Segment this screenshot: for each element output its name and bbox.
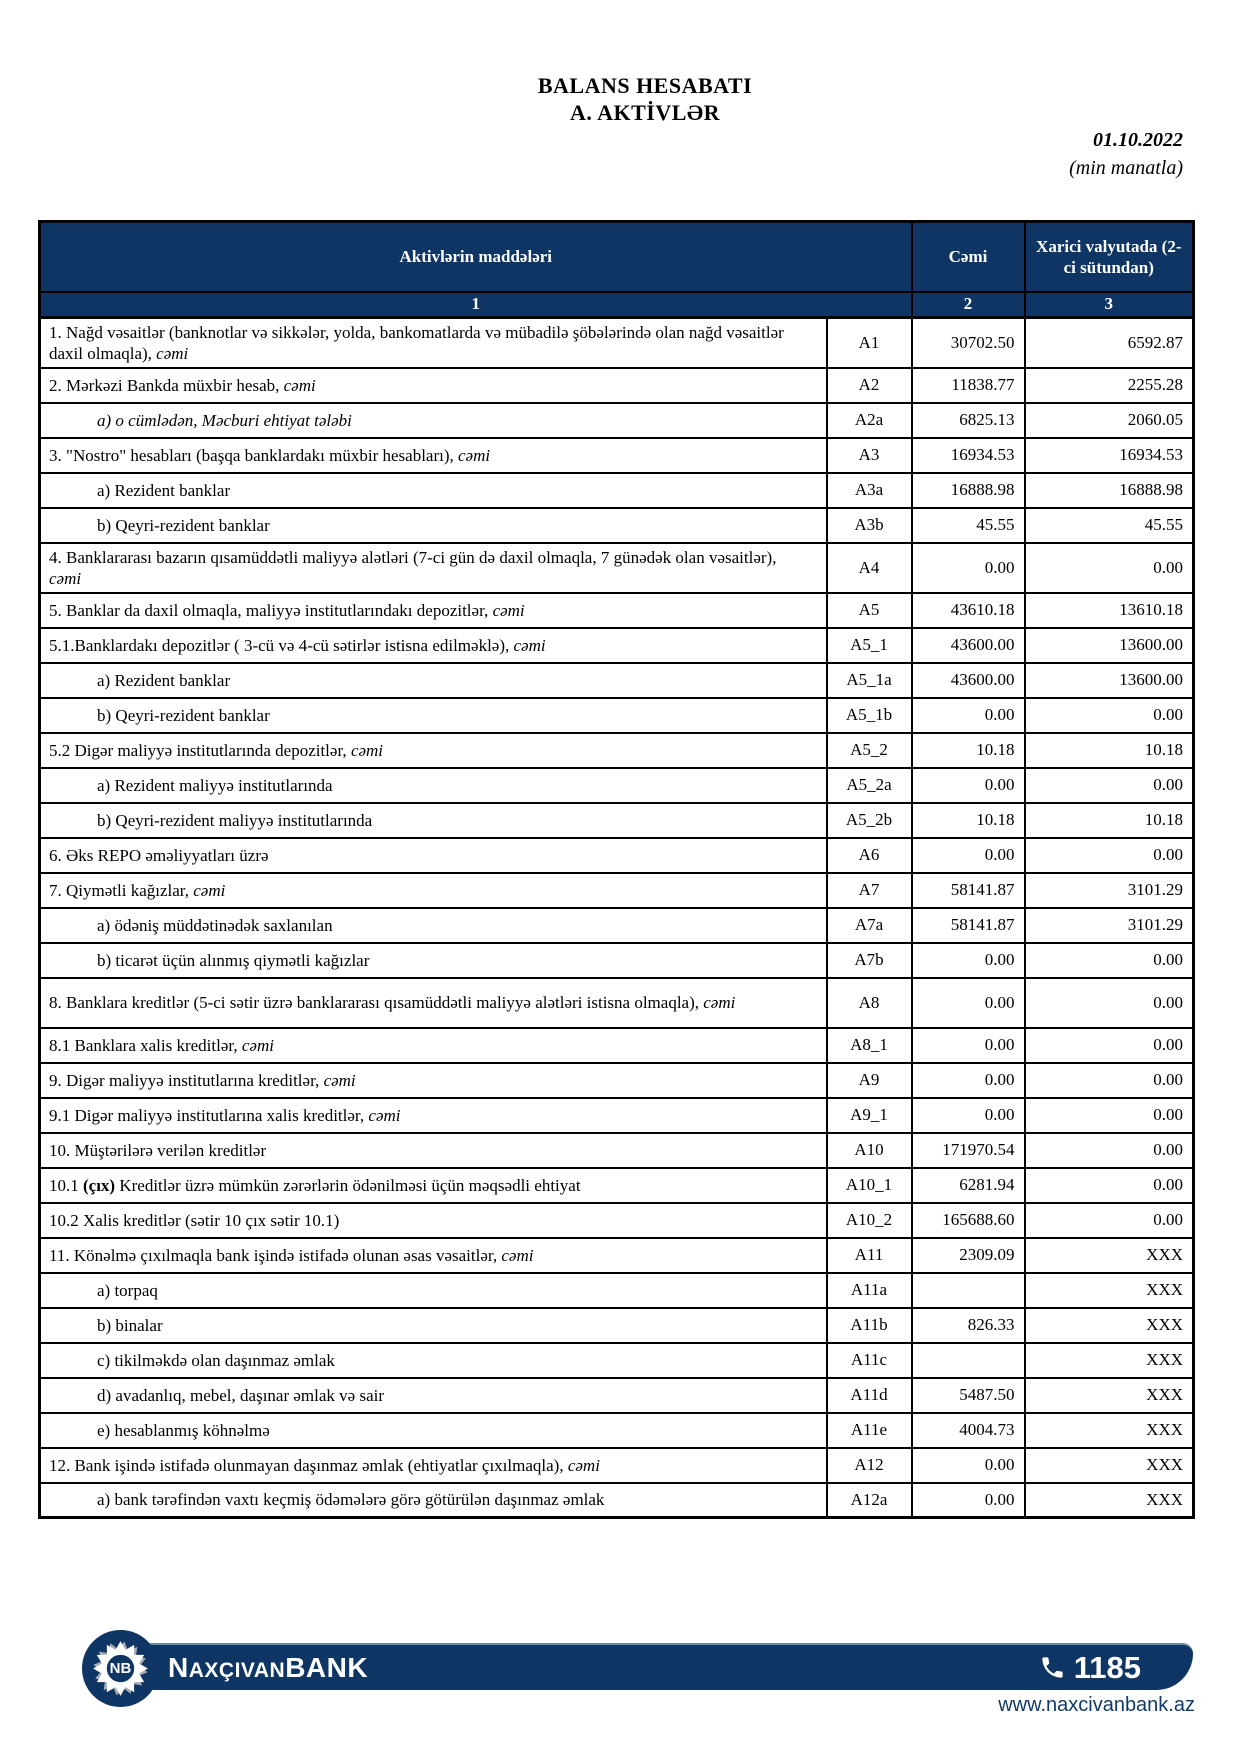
item-label-segment: a) Rezident banklar: [97, 480, 231, 500]
item-label-segment: cəmi: [703, 993, 736, 1012]
total-value: 6825.13: [912, 403, 1025, 438]
item-label: [40, 663, 827, 698]
item-code: A5_1: [827, 628, 912, 663]
item-label-segment: cəmi: [368, 1105, 401, 1125]
foreign-currency-value: 16888.98: [1025, 473, 1194, 508]
item-label: [40, 403, 827, 438]
item-label-segment: Kreditlər üzrə mümkün zərərlərin ödənilməsi üçün məqsədli ehtiyat: [115, 1175, 581, 1195]
item-label: [40, 508, 827, 543]
assets-table-body: [40, 318, 1194, 1518]
item-code: A9_1: [827, 1098, 912, 1133]
total-value: 171970.54: [912, 1133, 1025, 1168]
item-label-segment: b) ticarət üçün alınmış qiymətli kağızlar: [97, 950, 370, 970]
total-value: 58141.87: [912, 873, 1025, 908]
foreign-currency-value: 0.00: [1025, 768, 1194, 803]
item-label-segment: 11. Könəlmə çıxılmaqla bank işində istifadə olunan əsas vəsaitlər,: [49, 1245, 502, 1265]
item-label: [40, 698, 827, 733]
table-row: [40, 1378, 1194, 1413]
item-label: [40, 873, 827, 908]
table-row: [40, 1413, 1194, 1448]
item-code: A6: [827, 838, 912, 873]
bank-name-initial: N: [168, 1651, 189, 1683]
item-label: [40, 1378, 827, 1413]
item-label-segment: 5.2 Digər maliyyə institutlarında depozitlər,: [49, 740, 351, 760]
total-value: 4004.73: [912, 1413, 1025, 1448]
foreign-currency-value: 2060.05: [1025, 403, 1194, 438]
total-value: 11838.77: [912, 368, 1025, 403]
table-row: [40, 1308, 1194, 1343]
table-row: [40, 318, 1194, 368]
item-code: A5_1b: [827, 698, 912, 733]
total-value: 0.00: [912, 978, 1025, 1028]
total-value: 6281.94: [912, 1168, 1025, 1203]
item-code: A7: [827, 873, 912, 908]
foreign-currency-value: 3101.29: [1025, 908, 1194, 943]
item-code: A7a: [827, 908, 912, 943]
item-label-segment: 10.2 Xalis kreditlər (sətir 10 çıx sətir 10.1): [49, 1210, 340, 1230]
item-label-segment: 8.1 Banklara xalis kreditlər,: [49, 1035, 242, 1055]
item-label: [40, 803, 827, 838]
item-code: A10_1: [827, 1168, 912, 1203]
item-label: [40, 768, 827, 803]
bank-name-mid: AXÇIVAN: [188, 1658, 286, 1682]
total-value: 10.18: [912, 733, 1025, 768]
item-code: A2: [827, 368, 912, 403]
foreign-currency-value: 6592.87: [1025, 318, 1194, 368]
foreign-currency-value: 0.00: [1025, 1133, 1194, 1168]
foreign-currency-value: XXX: [1025, 1448, 1194, 1483]
item-label: [40, 978, 827, 1028]
col-number-3: 3: [1025, 292, 1194, 318]
item-label-segment: b) Qeyri-rezident banklar: [97, 705, 270, 725]
item-label: [40, 438, 827, 473]
item-label: [40, 908, 827, 943]
foreign-currency-value: 13600.00: [1025, 663, 1194, 698]
total-value: 43600.00: [912, 628, 1025, 663]
total-value: 43600.00: [912, 663, 1025, 698]
foreign-currency-value: 10.18: [1025, 733, 1194, 768]
item-code: A4: [827, 543, 912, 593]
item-label-segment: 5.1.Banklardakı depozitlər ( 3-cü və 4-cü sətirlər istisna edilməklə),: [49, 635, 514, 655]
item-label: [40, 1273, 827, 1308]
item-label: [40, 1168, 827, 1203]
foreign-currency-value: XXX: [1025, 1378, 1194, 1413]
item-label-segment: 3. "Nostro" hesabları (başqa banklardakı müxbir hesabları),: [49, 445, 459, 465]
table-row: [40, 508, 1194, 543]
table-row: [40, 803, 1194, 838]
item-label-segment: cəmi: [567, 1455, 600, 1475]
phone-icon: [1039, 1654, 1066, 1681]
table-row: [40, 1238, 1194, 1273]
item-label-segment: b) binalar: [97, 1315, 163, 1335]
item-code: A5: [827, 593, 912, 628]
table-row: [40, 628, 1194, 663]
item-label-segment: e) hesablanmış köhnəlmə: [97, 1420, 270, 1440]
total-value: 43610.18: [912, 593, 1025, 628]
foreign-currency-value: 3101.29: [1025, 873, 1194, 908]
total-value: [912, 1273, 1025, 1308]
item-label: [40, 1133, 827, 1168]
total-value: 0.00: [912, 1028, 1025, 1063]
unit-note: (min manatla): [1069, 157, 1183, 179]
table-row: [40, 733, 1194, 768]
item-label-segment: a) torpaq: [97, 1280, 158, 1300]
table-row: [40, 368, 1194, 403]
total-value: 0.00: [912, 1448, 1025, 1483]
item-label-segment: cəmi: [350, 740, 384, 760]
item-label: [40, 1238, 827, 1273]
footer-bar: [109, 1643, 1193, 1690]
total-value: 58141.87: [912, 908, 1025, 943]
foreign-currency-value: XXX: [1025, 1273, 1194, 1308]
item-label: [40, 543, 827, 593]
phone-block: [1039, 1650, 1141, 1686]
table-row: [40, 943, 1194, 978]
col-number-1: 1: [40, 292, 912, 318]
item-code: A8: [827, 978, 912, 1028]
table-row: [40, 1063, 1194, 1098]
item-label-segment: 10. Müştərilərə verilən kreditlər: [49, 1140, 267, 1160]
item-label-segment: a) ödəniş müddətinədək saxlanılan: [97, 915, 333, 935]
foreign-currency-value: 0.00: [1025, 1063, 1194, 1098]
item-label-segment: a) Rezident banklar: [97, 670, 231, 690]
item-label-segment: 10.1: [49, 1175, 83, 1195]
item-label-segment: 5. Banklar da daxil olmaqla, maliyyə institutlarındakı depozitlər,: [49, 600, 493, 620]
item-code: A8_1: [827, 1028, 912, 1063]
item-code: A3a: [827, 473, 912, 508]
foreign-currency-value: XXX: [1025, 1308, 1194, 1343]
item-label-segment: a) o cümlədən, Məcburi ehtiyat tələbi: [97, 410, 352, 430]
foreign-currency-value: 0.00: [1025, 1203, 1194, 1238]
table-row: [40, 1133, 1194, 1168]
total-value: 30702.50: [912, 318, 1025, 368]
col-number-2: 2: [912, 292, 1025, 318]
col-header-items: Aktivlərin maddələri: [40, 222, 912, 292]
item-code: A5_2b: [827, 803, 912, 838]
total-value: 0.00: [912, 1063, 1025, 1098]
item-code: A11: [827, 1238, 912, 1273]
item-label: [40, 943, 827, 978]
foreign-currency-value: XXX: [1025, 1483, 1194, 1518]
item-code: A11d: [827, 1378, 912, 1413]
report-date: 01.10.2022: [1093, 129, 1183, 151]
item-label-segment: 1. Nağd vəsaitlər (banknotlar və sikkələr, yolda, bankomatlarda və mübadilə şöbələrində olan nağd vəsaitlər daxil olmaqla),: [49, 322, 784, 363]
table-row: [40, 663, 1194, 698]
item-label: [40, 1343, 827, 1378]
item-label-segment: cəmi: [193, 880, 226, 900]
item-label-segment: a) bank tərəfindən vaxtı keçmiş ödəmələrə görə götürülən daşınmaz əmlak: [97, 1490, 605, 1510]
item-label: [40, 368, 827, 403]
total-value: 0.00: [912, 1483, 1025, 1518]
item-code: A7b: [827, 943, 912, 978]
item-label-segment: 2. Mərkəzi Bankda müxbir hesab,: [49, 375, 284, 395]
foreign-currency-value: 10.18: [1025, 803, 1194, 838]
foreign-currency-value: XXX: [1025, 1343, 1194, 1378]
table-row: [40, 593, 1194, 628]
page-title: BALANS HESABATI: [537, 73, 753, 98]
website-text: www.naxcivanbank.az: [998, 1694, 1195, 1716]
total-value: [912, 1343, 1025, 1378]
foreign-currency-value: 0.00: [1025, 1028, 1194, 1063]
foreign-currency-value: 0.00: [1025, 1168, 1194, 1203]
bank-name: [168, 1652, 368, 1684]
item-code: A3b: [827, 508, 912, 543]
foreign-currency-value: 0.00: [1025, 1098, 1194, 1133]
item-label: [40, 1308, 827, 1343]
page-subtitle: A. AKTİVLƏR: [569, 100, 721, 125]
foreign-currency-value: 0.00: [1025, 943, 1194, 978]
item-label: [40, 1483, 827, 1518]
item-label-segment: 12. Bank işində istifadə olunmayan daşınmaz əmlak (ehtiyatlar çıxılmaqla),: [49, 1455, 568, 1475]
col-header-total: Cəmi: [912, 222, 1025, 292]
item-label-segment: b) Qeyri-rezident banklar: [97, 515, 270, 535]
item-label: [40, 473, 827, 508]
item-code: A11b: [827, 1308, 912, 1343]
item-code: A12: [827, 1448, 912, 1483]
assets-table: [38, 220, 1195, 1519]
table-row: [40, 873, 1194, 908]
item-code: A1: [827, 318, 912, 368]
item-label: [40, 1028, 827, 1063]
item-label-segment: cəmi: [458, 445, 491, 465]
total-value: 165688.60: [912, 1203, 1025, 1238]
item-label: [40, 318, 827, 368]
bank-logo: [82, 1630, 159, 1707]
item-label: [40, 733, 827, 768]
item-label-segment: cəmi: [501, 1245, 534, 1265]
table-row: [40, 438, 1194, 473]
foreign-currency-value: 16934.53: [1025, 438, 1194, 473]
item-label-segment: 8. Banklara kreditlər (5-ci sətir üzrə banklararası qısamüddətli maliyyə alətləri istisna olmaqla),: [49, 993, 704, 1012]
item-label-segment: cəmi: [283, 375, 316, 395]
total-value: 0.00: [912, 698, 1025, 733]
foreign-currency-value: 45.55: [1025, 508, 1194, 543]
item-label-segment: 7. Qiymətli kağızlar,: [49, 880, 194, 900]
item-label: [40, 1098, 827, 1133]
table-row: [40, 1098, 1194, 1133]
item-label-segment: b) Qeyri-rezident maliyyə institutlarında: [97, 810, 373, 830]
total-value: 2309.09: [912, 1238, 1025, 1273]
item-label: [40, 628, 827, 663]
item-code: A10: [827, 1133, 912, 1168]
logo-monogram: NB: [109, 1659, 132, 1677]
bank-name-bank: BANK: [285, 1651, 369, 1683]
item-code: A12a: [827, 1483, 912, 1518]
table-row: [40, 838, 1194, 873]
item-label: [40, 1448, 827, 1483]
item-code: A5_1a: [827, 663, 912, 698]
foreign-currency-value: 13600.00: [1025, 628, 1194, 663]
table-row: [40, 1028, 1194, 1063]
item-label-segment: (çıx): [83, 1175, 116, 1195]
item-label-segment: 9.1 Digər maliyyə institutlarına xalis kreditlər,: [49, 1105, 369, 1125]
item-label-segment: a) Rezident maliyyə institutlarında: [97, 775, 333, 795]
foreign-currency-value: 0.00: [1025, 543, 1194, 593]
total-value: 16934.53: [912, 438, 1025, 473]
item-label-segment: cəmi: [156, 343, 189, 363]
item-code: A11a: [827, 1273, 912, 1308]
foreign-currency-value: 0.00: [1025, 838, 1194, 873]
foreign-currency-value: XXX: [1025, 1238, 1194, 1273]
table-row: [40, 768, 1194, 803]
table-row: [40, 1483, 1194, 1518]
table-row: [40, 1273, 1194, 1308]
item-label: [40, 1063, 827, 1098]
table-row: [40, 978, 1194, 1028]
table-header-row: [40, 222, 1194, 292]
total-value: 0.00: [912, 1098, 1025, 1133]
table-row: [40, 403, 1194, 438]
total-value: 0.00: [912, 838, 1025, 873]
total-value: 0.00: [912, 543, 1025, 593]
item-label: [40, 838, 827, 873]
total-value: 5487.50: [912, 1378, 1025, 1413]
total-value: 10.18: [912, 803, 1025, 838]
total-value: 826.33: [912, 1308, 1025, 1343]
item-label-segment: cəmi: [241, 1035, 274, 1055]
item-label-segment: cəmi: [49, 568, 82, 588]
table-row: [40, 698, 1194, 733]
total-value: 0.00: [912, 943, 1025, 978]
table-row: [40, 1168, 1194, 1203]
item-code: A9: [827, 1063, 912, 1098]
item-label-segment: 9. Digər maliyyə institutlarına kreditlər,: [49, 1070, 324, 1090]
total-value: 16888.98: [912, 473, 1025, 508]
table-row: [40, 1343, 1194, 1378]
item-label: [40, 1413, 827, 1448]
item-label-segment: 6. Əks REPO əməliyyatları üzrə: [49, 845, 269, 865]
item-code: A5_2a: [827, 768, 912, 803]
phone-number: 1185: [1073, 1649, 1141, 1685]
item-label-segment: d) avadanlıq, mebel, daşınar əmlak və sair: [97, 1385, 384, 1405]
item-code: A11c: [827, 1343, 912, 1378]
item-code: A11e: [827, 1413, 912, 1448]
foreign-currency-value: 0.00: [1025, 698, 1194, 733]
item-label-segment: cəmi: [513, 635, 546, 655]
table-row: [40, 908, 1194, 943]
foreign-currency-value: 0.00: [1025, 978, 1194, 1028]
column-number-row: [40, 292, 1194, 318]
item-label: [40, 1203, 827, 1238]
item-code: A2a: [827, 403, 912, 438]
item-label: [40, 593, 827, 628]
item-label-segment: cəmi: [323, 1070, 356, 1090]
table-row: [40, 543, 1194, 593]
total-value: 0.00: [912, 768, 1025, 803]
total-value: 45.55: [912, 508, 1025, 543]
table-row: [40, 1448, 1194, 1483]
item-code: A3: [827, 438, 912, 473]
page-heading: [425, 72, 865, 126]
table-row: [40, 473, 1194, 508]
item-label-segment: 4. Banklararası bazarın qısamüddətli maliyyə alətləri (7-ci gün də daxil olmaqla, 7 günədək olan vəsaitlər),: [49, 547, 777, 567]
report-meta: [1069, 126, 1183, 182]
col-header-foreign: Xarici valyutada (2-ci sütundan): [1025, 222, 1194, 292]
item-code: A10_2: [827, 1203, 912, 1238]
item-label-segment: cəmi: [492, 600, 525, 620]
item-code: A5_2: [827, 733, 912, 768]
table-row: [40, 1203, 1194, 1238]
item-label-segment: c) tikilməkdə olan daşınmaz əmlak: [97, 1350, 335, 1370]
foreign-currency-value: XXX: [1025, 1413, 1194, 1448]
foreign-currency-value: 13610.18: [1025, 593, 1194, 628]
foreign-currency-value: 2255.28: [1025, 368, 1194, 403]
